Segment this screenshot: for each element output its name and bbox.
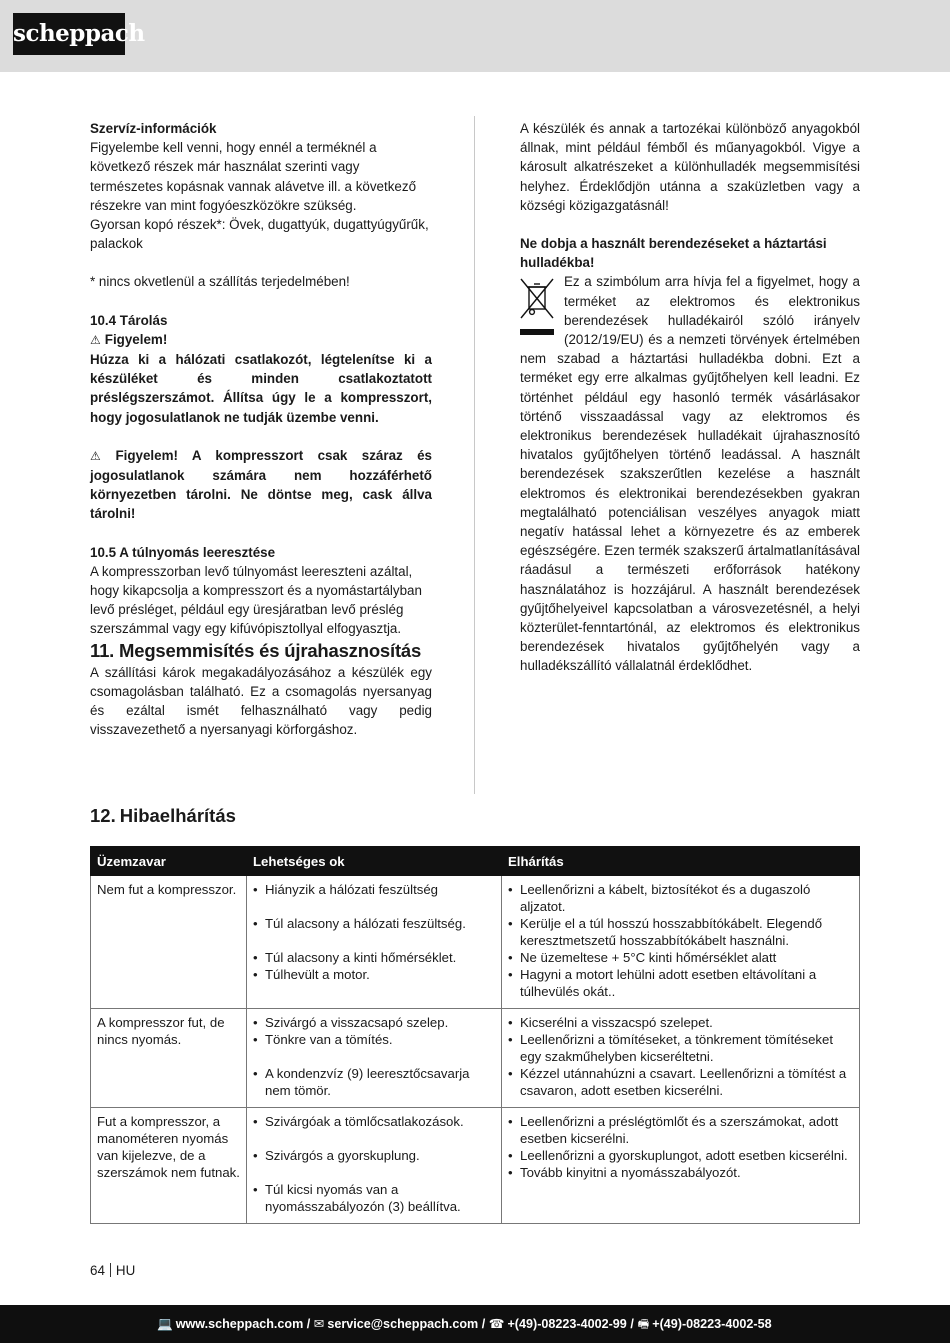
service-text: Figyelembe kell venni, hogy ennél a terméknél a következő részek már használat szerinti vagy természetes kopásnak vannak alávetve ill. a következő részekre van mint fogyóeszközökre szükség. [90,140,417,213]
fault-cell: A kompresszor fut, de nincs nyomás. [91,1009,247,1108]
fix-item: • Ne üzemeltese + 5°C kinti hőmérséklet alatt [508,949,853,966]
fix-item: • Hagyni a motort lehülni adott esetben eltávolítani a túlhevülés okát.. [508,966,853,1000]
language-code: HU [115,1263,136,1278]
storage-warning: Húzza ki a hálózati csatlakozót, légtelenítse ki a készüléket és minden csatlakoztatott préslégszerszámot. Állítsa úgy le a kompresszort, hogy jogosulatlanok ne tudják üzembe venni. [90,352,432,425]
fault-cell: Fut a kompresszor, a manométeren nyomás van kijelezve, de a szerszámok nem futnak. [91,1108,247,1224]
fax-number: +(49)-08223-4002-58 [652,1317,772,1331]
fixes-cell [502,1009,860,1108]
recycling-text: A készülék és annak a tartozékai különböző anyagokból állnak, mint például fémből és műanyagokból. Vigye a károsult alkatrészeket a különhulladék megsemmisítési helyhez. Érdeklődjön utánna a szaküzletben vagy a községi közigazgatásnál! [520,121,860,213]
table-row [91,876,860,1009]
footer-bar [0,1305,950,1343]
table-header-row [91,847,860,876]
table-row [91,1009,860,1108]
fix-item: • Leellenőrizni a gyorskuplungot, adott esetben kicserélni. [508,1147,853,1164]
service-title: Szervíz-információk [90,121,217,136]
website-link[interactable]: www.scheppach.com [175,1317,304,1331]
storage-warning-2-text: Figyelem! A kompresszort csak száraz és jogosulatlanok számára nem hozzáférhető környezetben tárolni. Ne döntse meg, cask állva tárolni! [90,447,432,522]
footer-separator: / [481,1317,486,1331]
section-title: Hibaelhárítás [119,805,236,826]
cause-item: • Szivárgós a gyorskuplung. [253,1147,495,1164]
weee-title: Ne dobja a használt berendezéseket a háztartási hulladékba! [520,236,827,271]
scheppach-logo: scheppach [13,13,125,55]
cause-item: • Szivárgóak a tömlőcsatlakozások. [253,1113,495,1130]
fix-item: • Kicserélni a visszacspó szelepet. [508,1014,853,1031]
cause-item: • Tönkre van a tömítés. [253,1031,495,1048]
warning-label: Figyelem! [104,331,168,347]
cause-item: • A kondenzvíz (9) leeresztőcsavarja nem tömör. [253,1065,495,1099]
left-column [90,119,432,739]
fix-item: • Kerülje el a túl hosszú hosszabbítókábelt. Elegendő keresztmetszetű hosszabbítókábelt használni. [508,915,853,949]
column-header: Üzemzavar [91,847,247,876]
right-column [520,119,860,676]
cause-item: • Túl alacsony a kinti hőmérséklet. [253,949,495,966]
overpressure-title: 10.5 A túlnyomás leeresztése [90,544,276,560]
footer-contacts [157,1305,772,1343]
page-separator [110,1263,111,1277]
fix-item: • Leellenőrizni a préslégtömlőt és a szerszámokat, adott esetben kicserélni. [508,1113,853,1147]
weee-paragraph [520,272,860,675]
storage-title: 10.4 Tárolás [90,312,168,328]
fix-item: • Tovább kinyitni a nyomásszabályozót. [508,1164,853,1181]
phone-icon: ☎ [488,1317,505,1331]
footer-separator: / [630,1317,634,1331]
fix-item: • Kézzel utánnahúzni a csavart. Leellenőrizni a tömítést a csavaron, adott esetben kicserélni. [508,1065,853,1099]
fixes-cell [502,1108,860,1224]
overpressure-text: A kompresszorban levő túlnyomást leereszteni azáltal, hogy kikapcsolja a kompresszort és a nyomástartályban levő présléget, például egy üresjáratban levő préslég szerszámmal vagy egy kifúvópisztollyal elfogyasztja. [90,563,422,637]
cause-item: • Szivárgó a visszacsapó szelep. [253,1014,495,1031]
page-number-value: 64 [90,1263,105,1278]
troubleshooting-heading [90,804,236,828]
fix-item: • Leellenőrizni a tömítéseket, a tönkrement tömítéseket egy szakműhelyben kicseréltetni. [508,1031,853,1065]
warning-heading [90,330,432,350]
column-header: Elhárítás [502,847,860,876]
wear-parts-text: Gyorsan kopó részek*: Övek, dugattyúk, dugattyúgyűrűk, palackok [90,217,429,252]
table-row [91,1108,860,1224]
warning-icon: ⚠ [90,448,112,463]
computer-icon: 💻 [157,1317,173,1331]
footnote: * nincs okvetlenül a szállítás terjedelmében! [90,274,350,290]
cause-item: • Túlhevült a motor. [253,966,495,983]
page-number [90,1262,135,1280]
fault-cell: Nem fut a kompresszor. [91,876,247,1009]
disposal-text: A szállítási károk megakadályozásához a készülék egy csomagolásban található. Ez a csomagolás nyersanyag és ezáltal ismét felhasználható vagy pedig visszavezethető a nyersanyagi körforgáshoz. [90,664,432,738]
causes-cell [247,1108,502,1224]
cause-item: • Hiányzik a hálózati feszültség [253,881,495,898]
fax-icon: 🖷 [637,1317,650,1331]
footer-separator: / [306,1317,311,1331]
email-icon: ✉ [313,1317,325,1331]
phone-number: +(49)-08223-4002-99 [507,1317,627,1331]
column-divider [474,116,475,794]
email-link[interactable]: service@scheppach.com [327,1317,479,1331]
warning-icon: ⚠ [90,332,101,347]
storage-warning-2 [90,446,432,524]
column-header: Lehetséges ok [247,847,502,876]
troubleshooting-table [90,846,860,1224]
cause-item: • Túl alacsony a hálózati feszültség. [253,915,495,932]
crossed-out-wheelie-bin-icon [520,276,556,340]
weee-text: Ez a szimbólum arra hívja fel a figyelmet, hogy a terméket az elektromos és elektronikus berendezések hulladékairól szóló irányelv (2012/19/EU) és a nemzeti törvények értelmében nem szabad a háztartási hulladékba dobni. Ezt a terméket egy erre alkalmas gyűjtőhelyen kell leadni. Ez történhet például egy hasonló termék vásárlásakor történő visszaadással vagy az elektromos és elektronikus berendezések hulladékait újrahasznosító hivatalos gyűjtőhelyen történő leadással. A használt berendezések szakszerűtlen kezelése a használt elektromos és elektronikai berendezésekben gyakran megtalálható potenciálisan veszélyes anyagok miatt negatív hatással lehet a környezetre és az emberek egészségére. Ezen termék szakszerű ártalmatlanításával ráadásul a természeti erőforrások hatékony használatához is hozzájárul. A használt berendezések gyűjtőhelyeivel kapcsolatban a városvezetésnél, a helyi közterület-fenntartónál, az elektromos és elektronikus berendezések hivatalos gyűjtőhelyén vagy a hulladékszállító vállalatnál érdeklődhet. [520,274,860,674]
disposal-heading: 11. Megsemmisítés és újrahasznosítás [90,639,422,661]
cause-item: • Túl kicsi nyomás van a nyomásszabályozón (3) beállítva. [253,1181,495,1215]
fixes-cell [502,876,860,1009]
causes-cell [247,876,502,1009]
section-number: 12. [90,805,116,826]
header-bar [0,0,950,72]
fix-item: • Leellenőrizni a kábelt, biztosítékot és a dugaszoló aljzatot. [508,881,853,915]
causes-cell [247,1009,502,1108]
